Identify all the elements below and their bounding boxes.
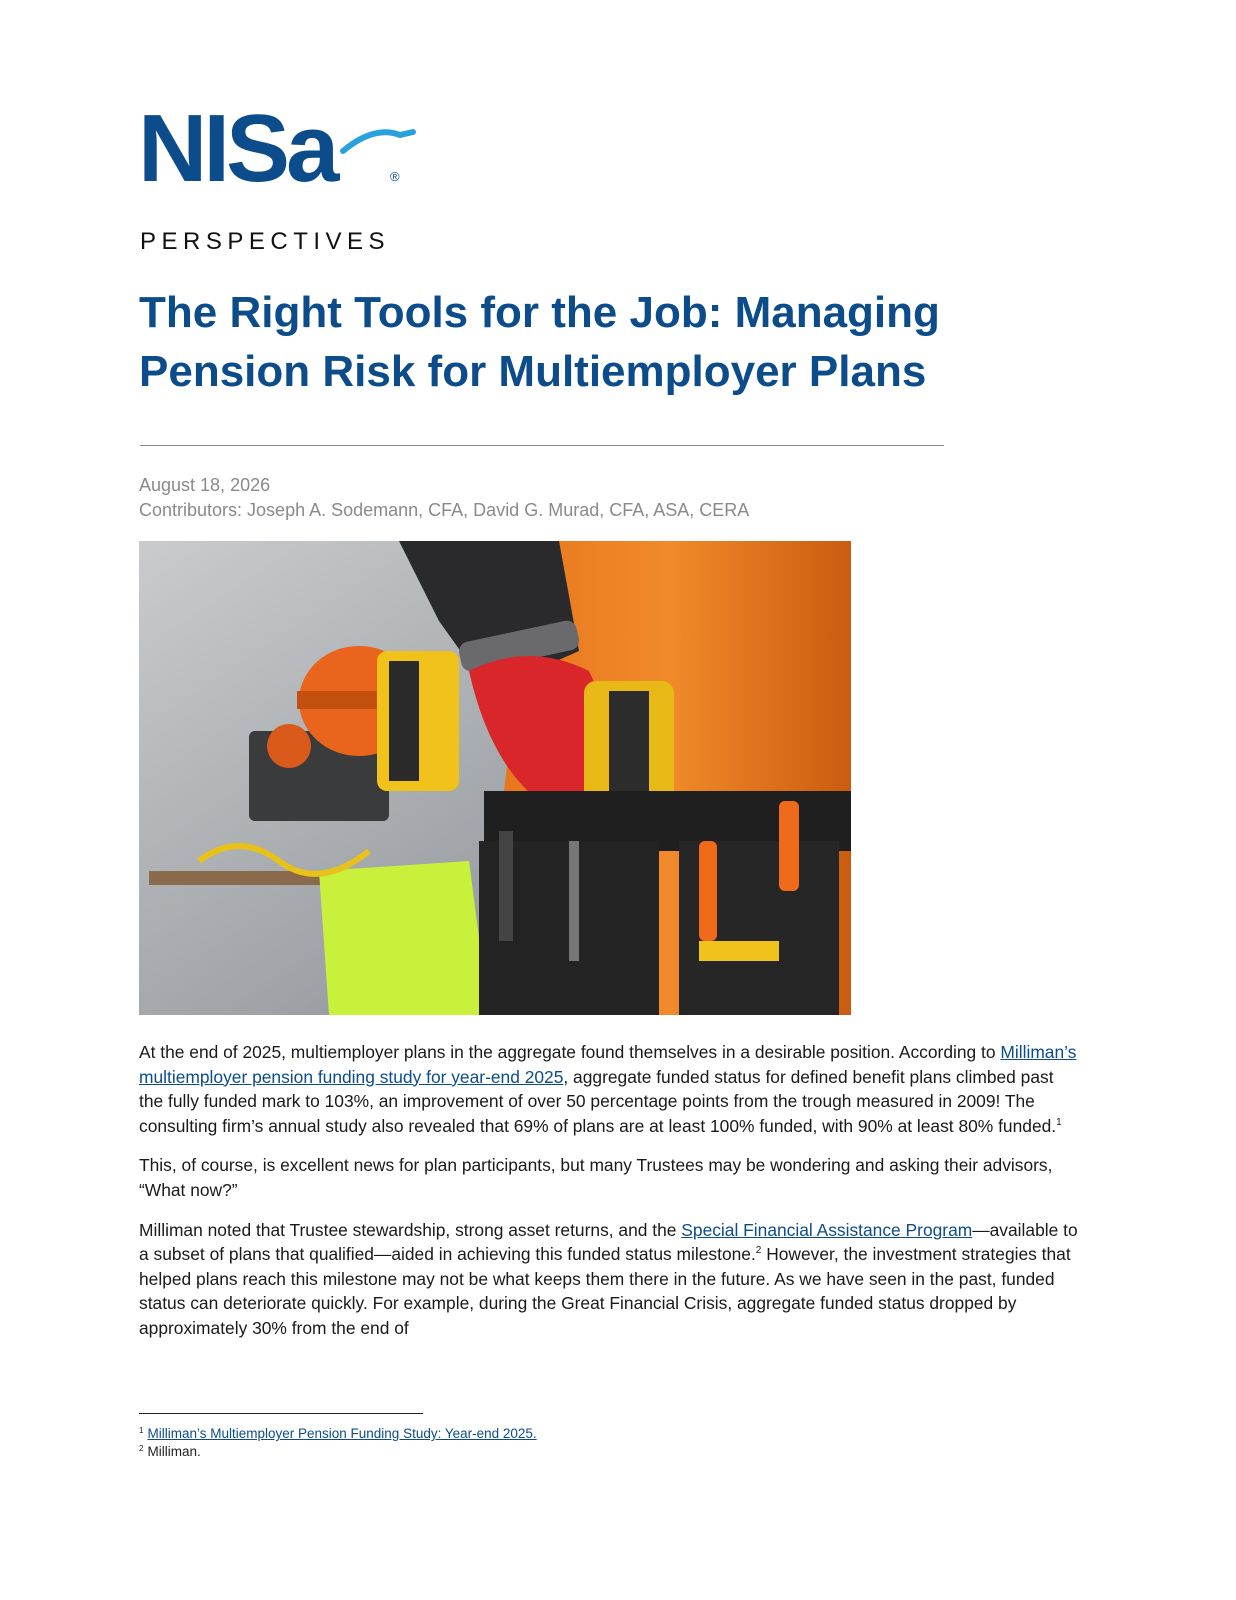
footnote-divider	[139, 1413, 423, 1414]
contributors: Contributors: Joseph A. Sodemann, CFA, David G. Murad, CFA, ASA, CERA	[139, 500, 750, 520]
footnote-1-link[interactable]: Milliman’s Multiemployer Pension Funding Study: Year-end 2025.	[147, 1426, 537, 1441]
milliman-study-link[interactable]: Milliman’s multiemployer pension funding study for year-end 2025	[139, 1042, 1077, 1087]
footnote-ref-1[interactable]: 1	[1056, 1116, 1062, 1128]
footnotes	[139, 1425, 537, 1461]
footnote-2-text: Milliman.	[147, 1444, 201, 1459]
title-divider	[140, 445, 944, 446]
nisa-logo	[138, 105, 428, 191]
footnote-2	[139, 1443, 537, 1461]
article-meta	[139, 473, 749, 523]
worker-with-drill-photo-icon	[139, 541, 851, 1015]
paragraph-3	[139, 1218, 1079, 1341]
paragraph-2-text: This, of course, is excellent news for plan participants, but many Trustees may be wondering and asking their advisors, “What now?”	[139, 1155, 1053, 1200]
sfa-program-link[interactable]: Special Financial Assistance Program	[681, 1219, 973, 1240]
nisa-logo-graphic	[138, 105, 428, 191]
paragraph-1-text-a: At the end of 2025, multiemployer plans in the aggregate found themselves in a desirable position. According to	[139, 1042, 1001, 1062]
paragraph-1	[139, 1040, 1079, 1138]
paragraph-1-text-b: , aggregate funded status for defined benefit plans climbed past the fully funded mark to 103%, an improvement of over 50 percentage points from the trough measured in 2009! The consulting firm’s annual study also revealed that 69% of plans are at least 100% funded, with 90% at least 80% funded.	[139, 1066, 1057, 1136]
paragraph-3-text-b: —available to a subset of plans that qualified—aided in achieving this funded status milestone.	[139, 1219, 1078, 1265]
article-body	[139, 1040, 1079, 1356]
article-title: The Right Tools for the Job: Managing Pension Risk for Multiemployer Plans	[139, 288, 940, 396]
footnote-1	[139, 1425, 537, 1443]
logo-wordmark: NISa	[138, 105, 336, 191]
paragraph-3-text-c: However, the investment strategies that helped plans reach this milestone may not be what keeps them there in the future. As we have seen in the past, funded status can deteriorate quickly. For example, during the Great Financial Crisis, aggregate funded status dropped by approximately 30% from the end of	[139, 1244, 1071, 1338]
paragraph-3-text-a: Milliman noted that Trustee stewardship, strong asset returns, and the	[139, 1219, 682, 1240]
logo-swoosh-icon	[343, 132, 413, 151]
registered-mark: ®	[390, 169, 400, 184]
footnote-ref-2[interactable]: 2	[755, 1245, 762, 1257]
footnote-number: 2	[139, 1443, 144, 1453]
publish-date: August 18, 2026	[139, 475, 271, 495]
paragraph-2	[139, 1153, 1079, 1202]
section-kicker: PERSPECTIVES	[140, 228, 391, 255]
footnote-number: 1	[139, 1425, 144, 1435]
hero-image	[139, 541, 851, 1015]
